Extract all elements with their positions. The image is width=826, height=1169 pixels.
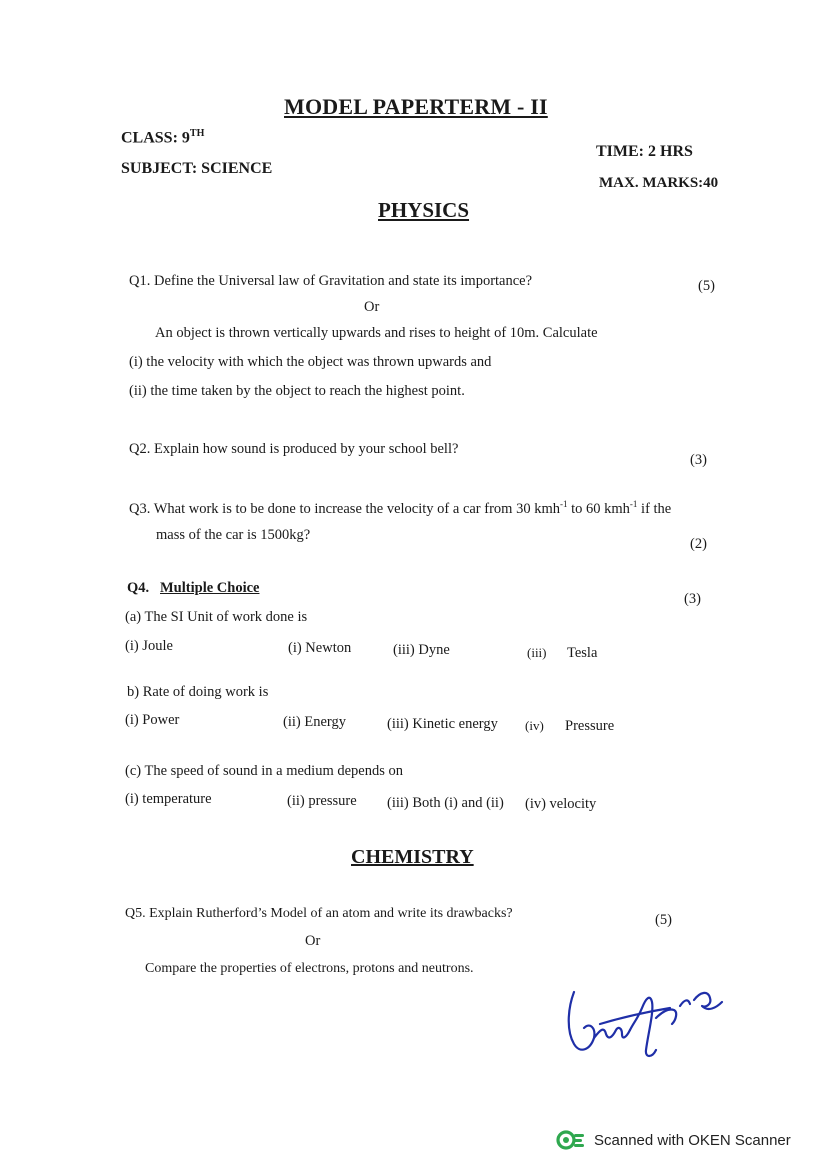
q5-text: Q5. Explain Rutherford’s Model of an atom and write its drawbacks? bbox=[125, 906, 513, 921]
q5-marks: (5) bbox=[655, 912, 672, 928]
signature-image bbox=[560, 978, 730, 1068]
max-marks-label: MAX. MARKS:40 bbox=[599, 175, 719, 191]
q3-marks: (2) bbox=[690, 536, 707, 552]
q4c-option-1: (i) temperature bbox=[125, 791, 212, 807]
q4-label: Q4. bbox=[127, 580, 150, 596]
q3-line2: mass of the car is 1500kg? bbox=[156, 527, 311, 543]
q1-text: Q1. Define the Universal law of Gravitation and state its importance? bbox=[129, 273, 533, 289]
q4b-option-1: (i) Power bbox=[125, 712, 180, 728]
q4b-option-3: (iii) Kinetic energy bbox=[387, 716, 498, 732]
q1-or: Or bbox=[364, 299, 380, 315]
q4c-option-3: (iii) Both (i) and (ii) bbox=[387, 795, 504, 811]
scanner-watermark bbox=[556, 1130, 791, 1150]
q4a-option-4-text: Tesla bbox=[567, 645, 598, 661]
q3-text: Q3. What work is to be done to increase the velocity of a car from 30 kmh$^{-1}$ to 60 kmh$^{-1}$ if the bbox=[129, 499, 672, 517]
q4a-option-1: (i) Joule bbox=[125, 638, 173, 654]
q4a-option-3: (iii) Dyne bbox=[393, 642, 450, 658]
subject-label: SUBJECT: SCIENCE bbox=[121, 160, 273, 177]
q1-alt-line3: (ii) the time taken by the object to reach the highest point. bbox=[129, 383, 465, 399]
q5-or: Or bbox=[305, 933, 321, 949]
q4a-option-2: (i) Newton bbox=[288, 640, 352, 656]
q1-marks: (5) bbox=[698, 278, 715, 294]
physics-heading: PHYSICS bbox=[378, 198, 470, 222]
chemistry-heading: CHEMISTRY bbox=[351, 846, 474, 868]
q4b-option-2: (ii) Energy bbox=[283, 714, 346, 730]
q4-title: Multiple Choice bbox=[160, 580, 260, 596]
time-label: TIME: 2 HRS bbox=[596, 143, 693, 160]
q4a-question: (a) The SI Unit of work done is bbox=[125, 609, 308, 625]
q2-text: Q2. Explain how sound is produced by your school bell? bbox=[129, 441, 459, 457]
q4b-option-4-num: (iv) bbox=[525, 718, 544, 733]
paper-title: MODEL PAPERTERM - II bbox=[284, 94, 548, 119]
q5-alt: Compare the properties of electrons, protons and neutrons. bbox=[145, 961, 474, 976]
class-label: CLASS: 9TH bbox=[121, 128, 205, 147]
q4-marks: (3) bbox=[684, 591, 701, 607]
oken-logo-icon bbox=[556, 1130, 586, 1150]
q1-alt-line1: An object is thrown vertically upwards and rises to height of 10m. Calculate bbox=[155, 325, 598, 341]
q4b-option-4-text: Pressure bbox=[565, 718, 615, 734]
q1-alt-line2: (i) the velocity with which the object was thrown upwards and bbox=[129, 354, 492, 370]
q4c-question: (c) The speed of sound in a medium depends on bbox=[125, 763, 403, 779]
q4a-option-4-num: (iii) bbox=[527, 645, 547, 660]
q4c-option-4: (iv) velocity bbox=[525, 796, 597, 812]
scanner-watermark-text: Scanned with OKEN Scanner bbox=[594, 1131, 791, 1149]
q4c-option-2: (ii) pressure bbox=[287, 793, 357, 809]
q2-marks: (3) bbox=[690, 452, 707, 468]
q4b-question: b) Rate of doing work is bbox=[127, 684, 269, 700]
